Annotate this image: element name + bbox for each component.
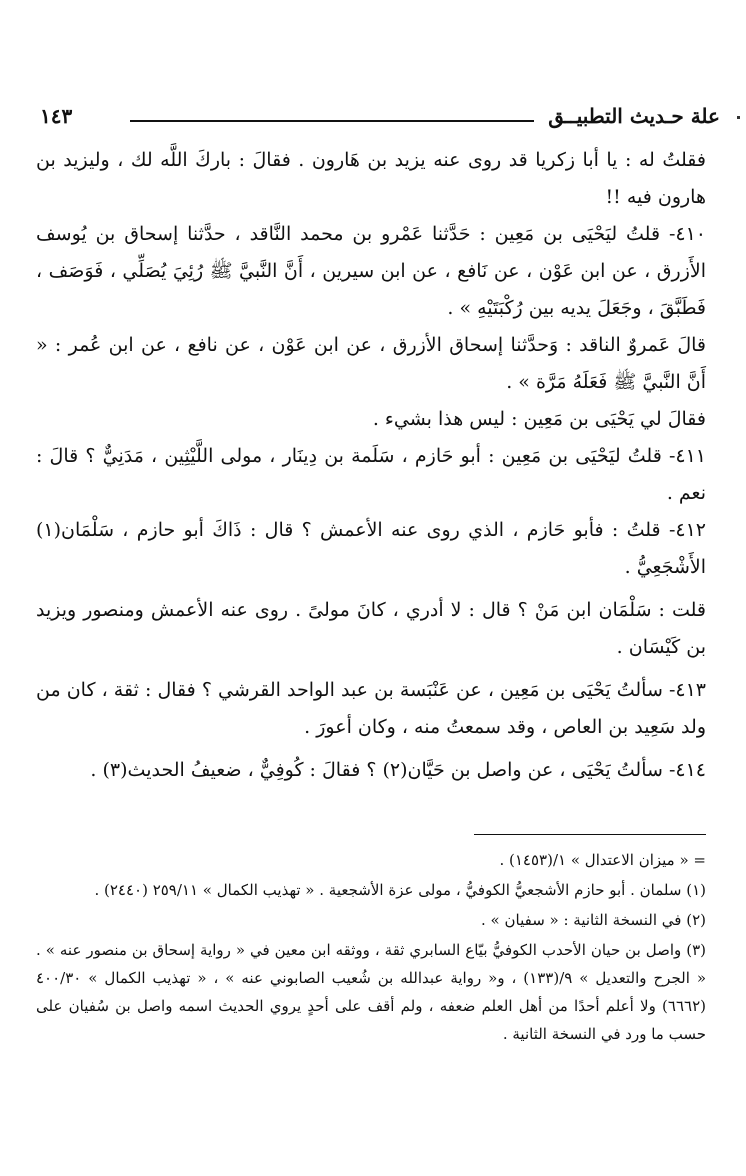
- hadith-414: ٤١٤- سألتُ يَحْيَى ، عن واصل بن حَيَّان(٢) ؟ فقالَ : كُوفِيٌّ ، ضعيفُ الحديث(٣) .: [90, 759, 706, 781]
- page-header: [40, 100, 720, 140]
- main-text: [36, 142, 706, 789]
- running-title: علة حـديث التطبيــق: [548, 104, 720, 128]
- hadith-411: ٤١١- قلتُ ليَحْيَى بن مَعِين : أبو حَازم ، سَلَمة بن دِينَار ، مولى اللَّيْثِين ، مَدَنِيٌّ ؟ قالَ : نعم .: [36, 445, 706, 504]
- footnote-1: (١) سلمان . أبو حازم الأشجعيُّ الكوفيُّ ، مولى عزة الأشجعية . « تهذيب الكمال » ٢٥٩/١١ (٢٤٤٠) .: [94, 881, 706, 899]
- hadith-412: ٤١٢- قلتُ : فأبو حَازم ، الذي روى عنه الأعمش ؟ قال : ذَاكَ أبو حازم ، سَلْمَان(١) الأَشْجَعِيُّ .: [36, 519, 706, 578]
- hadith-413: ٤١٣- سألتُ يَحْيَى بن مَعِين ، عن عَنْبَسة بن عبد الواحد القرشي ؟ فقال : ثقة ، كان من ولد سَعِيد بن العاص ، وقد سمعتُ منه ، وكان أعورَ .: [36, 679, 706, 738]
- footnote-3: (٣) واصل بن حيان الأحدب الكوفيُّ بيّاع السابري ثقة ، ووثقه ابن معين في « رواية إسحاق بن منصور عنه » . « الجرح والتعديل » ٩/(١٣٣) ، و« رواية عبدالله بن شُعيب الصابوني عنه » ، « تهذيب الكمال » ٤٠٠/٣٠ (٦٦٦٢) ولا أعلم أحدًا من أهل العلم ضعفه ، ولم أقف على أحدٍ يروي الحديث اسمه واصل بن سُفيان على حسب ما ورد في النسخة الثانية .: [36, 941, 706, 1043]
- footnote-rule: [474, 834, 706, 835]
- hadith-410: ٤١٠- قلتُ ليَحْيَى بن مَعِين : حَدَّثنا عَمْرو بن محمد النَّاقد ، حدَّثنا إسحاق بن يُوسف الأَزرق ، عن ابن عَوْن ، عن نَافع ، عن ابن سيرين ، أَنَّ النَّبيَّ ﷺ رُئِيَ يُصَلِّي ، فَوَصَف ، فَطَبَّقَ ، وجَعَلَ يديه بين رُكْبَتَيْهِ » .: [36, 223, 706, 319]
- page-number: ١٤٣: [40, 104, 73, 128]
- paragraph-reply: فقلتُ له : يا أبا زكريا قد روى عنه يزيد بن هَارون . فقالَ : باركَ اللَّه لك ، وليزيد بن هارون فيه !!: [36, 149, 706, 208]
- header-rule: [130, 120, 534, 122]
- footnote-2: (٢) في النسخة الثانية : « سفيان » .: [481, 911, 706, 929]
- hadith-412-followup: قلت : سَلْمَان ابن مَنْ ؟ قال : لا أدري ، كانَ مولىً . روى عنه الأعمش ومنصور ويزيد بن كَيْسَان .: [36, 599, 706, 658]
- hadith-410-note: قالَ عَمروٌ الناقد : وَحدَّثنا إسحاق الأزرق ، عن ابن عَوْن ، عن نافع ، عن ابن عُمر : « أَنَّ النَّبيَّ ﷺ فَعَلَهُ مَرَّة » .: [36, 334, 706, 393]
- scan-mark: [737, 116, 740, 119]
- footnotes: [36, 846, 706, 1050]
- footnote-continuation: = « ميزان الاعتدال » ١/(١٤٥٣) .: [499, 851, 706, 869]
- hadith-410-judgement: فقالَ لي يَحْيَى بن مَعِين : ليس هذا بشيء .: [372, 408, 706, 430]
